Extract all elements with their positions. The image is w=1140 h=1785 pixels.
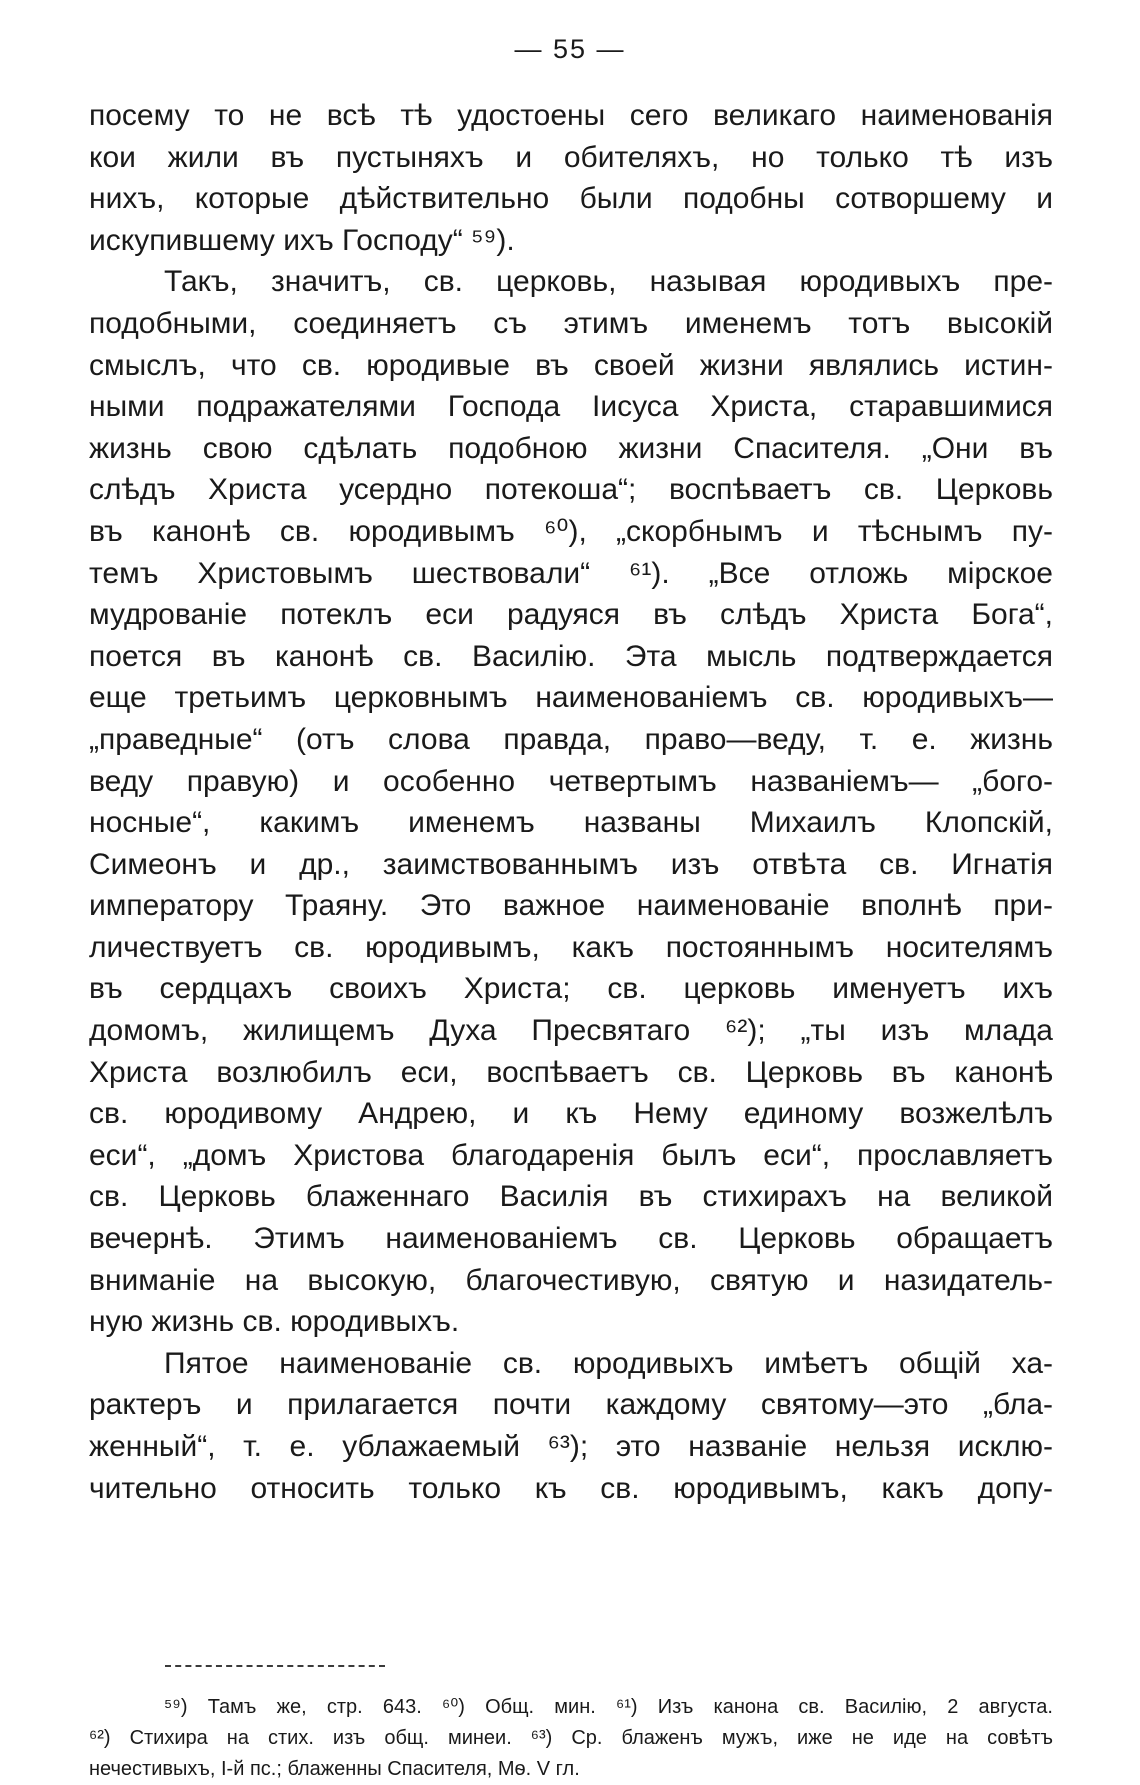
text-line: Симеонъ и др., заимствованнымъ изъ отвѣта св. Игнатія [89, 847, 1053, 881]
footnote-line: ⁶²) Стихира на стих. изъ общ. минеи. ⁶³) Ср. блаженъ мужъ, иже не иде на совѣтъ [89, 1727, 1053, 1749]
text-line: св. Церковь блаженнаго Василія въ стихирахъ на великой [89, 1180, 1053, 1214]
page-number: — 55 — [514, 34, 626, 64]
text-line: въ канонѣ св. юродивымъ ⁶⁰), „скорбнымъ и тѣснымъ пу- [89, 514, 1053, 548]
text-line: еще третьимъ церковнымъ наименованіемъ св. юродивыхъ— [89, 681, 1053, 715]
footnote-divider [165, 1665, 385, 1667]
text-line: Пятое наименованіе св. юродивыхъ имѣетъ общій ха- [164, 1346, 1053, 1380]
body-text [89, 95, 1053, 1509]
text-line: посему то не всѣ тѣ удостоены сего великаго наименованія [89, 99, 1053, 132]
text-line: ную жизнь св. юродивыхъ. [89, 1305, 460, 1339]
text-line: домомъ, жилищемъ Духа Пресвятаго ⁶²); „ты изъ млада [89, 1014, 1053, 1048]
text-line: Такъ, значитъ, св. церковь, называя юродивыхъ пре- [164, 265, 1053, 299]
text-line: жизнь свою сдѣлать подобною жизни Спасителя. „Они въ [89, 431, 1053, 465]
text-line: ными подражателями Господа Іисуса Христа, старавшимися [89, 390, 1053, 424]
footnotes [89, 1692, 1053, 1785]
text-line: подобными, соединяетъ съ этимъ именемъ тотъ высокій [89, 306, 1053, 340]
text-line: смыслъ, что св. юродивые въ своей жизни являлись истин- [89, 348, 1053, 382]
text-line: женный“, т. е. ублажаемый ⁶³); это названіе нельзя исклю- [89, 1430, 1053, 1463]
text-line: веду правую) и особенно четвертымъ названіемъ— „бого- [89, 764, 1053, 798]
text-line: вечернѣ. Этимъ наименованіемъ св. Церковь обращаетъ [89, 1222, 1053, 1256]
text-line: мудрованіе потеклъ еси радуяся въ слѣдъ Христа Бога“, [89, 598, 1053, 632]
text-line: вниманіе на высокую, благочестивую, святую и назидатель- [89, 1263, 1053, 1297]
text-line: въ сердцахъ своихъ Христа; св. церковь именуетъ ихъ [89, 972, 1053, 1006]
text-line: еси“, „домъ Христова благодаренія былъ еси“, прославляетъ [89, 1138, 1053, 1172]
text-line: слѣдъ Христа усердно потекоша“; воспѣваетъ св. Церковь [89, 473, 1053, 507]
text-line: кои жили въ пустыняхъ и обителяхъ, но только тѣ изъ [89, 140, 1053, 174]
text-line: Христа возлюбилъ еси, воспѣваетъ св. Церковь въ канонѣ [89, 1055, 1053, 1089]
footnote-line: ⁵⁹) Тамъ же, стр. 643. ⁶⁰) Общ. мин. ⁶¹) Изъ канона св. Василію, 2 августа. [164, 1696, 1053, 1718]
text-line: императору Траяну. Это важное наименованіе вполнѣ при- [89, 889, 1053, 923]
text-line: чительно относить только къ св. юродивымъ, какъ допу- [89, 1471, 1053, 1505]
text-line: искупившему ихъ Господу“ ⁵⁹). [89, 223, 515, 257]
text-line: нихъ, которые дѣйствительно были подобны сотворшему и [89, 182, 1053, 216]
text-line: „праведные“ (отъ слова правда, право—веду, т. е. жизнь [89, 722, 1053, 756]
text-line: личествуетъ св. юродивымъ, какъ постояннымъ носителямъ [89, 930, 1053, 964]
text-line: носные“, какимъ именемъ названы Михаилъ Клопскій, [89, 806, 1053, 840]
text-line: св. юродивому Андрею, и къ Нему единому возжелѣлъ [89, 1097, 1053, 1131]
text-line: поется въ канонѣ св. Василію. Эта мысль подтверждается [89, 639, 1053, 673]
text-line: темъ Христовымъ шествовали“ ⁶¹). „Все отложь мірское [89, 556, 1053, 590]
footnote-line: нечестивыхъ, I-й пс.; блаженны Спасителя, Мѳ. V гл. [89, 1758, 580, 1780]
text-line: рактеръ и прилагается почти каждому святому—это „бла- [89, 1388, 1053, 1422]
